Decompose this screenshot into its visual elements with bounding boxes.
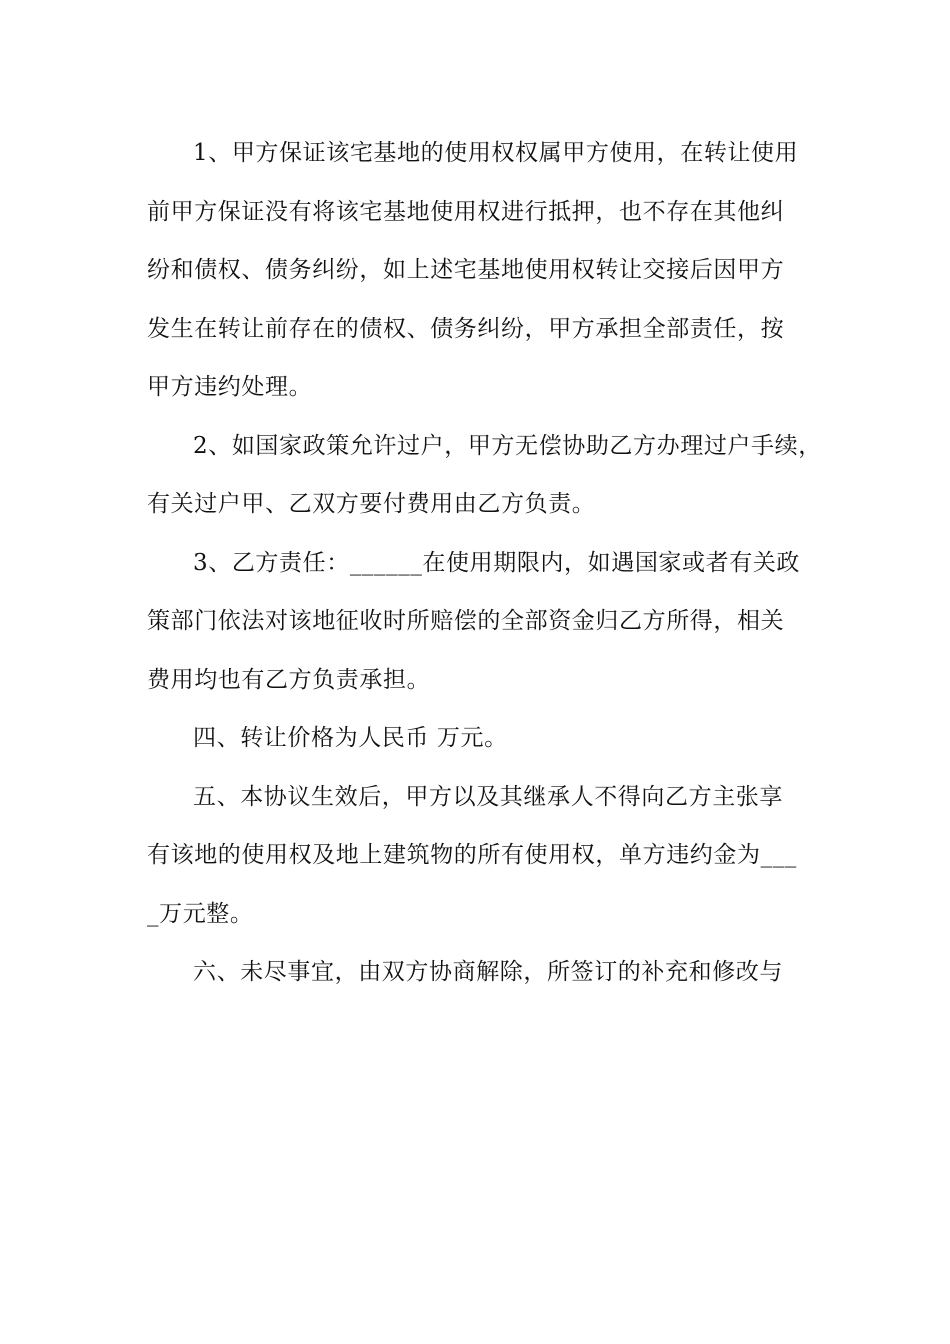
section-five xyxy=(147,768,817,944)
clause-1 xyxy=(147,124,817,417)
text-line: 纷和债权、债务纠纷，如上述宅基地使用权转让交接后因甲方 xyxy=(147,257,785,283)
section-six xyxy=(147,943,817,1002)
text-line: 四、转让价格为人民币 万元。 xyxy=(193,725,508,751)
text-line: 费用均也有乙方负责承担。 xyxy=(147,666,431,693)
text-line: 3、乙方责任：______在使用期限内，如遇国家或者有关政 xyxy=(193,549,801,576)
text-line: 六、未尽事宜，由双方协商解除，所签订的补充和修改与 xyxy=(193,959,783,985)
clause-2 xyxy=(147,417,822,534)
text-line: 甲方违约处理。 xyxy=(147,374,313,400)
text-line: 2、如国家政策允许过户，甲方无偿协助乙方办理过户手续， xyxy=(193,432,822,459)
text-line: 五、本协议生效后，甲方以及其继承人不得向乙方主张享 xyxy=(193,783,783,810)
clause-3 xyxy=(147,534,817,710)
text-line: 策部门依法对该地征收时所赔偿的全部资金归乙方所得，相关 xyxy=(147,608,785,634)
document-body xyxy=(147,124,822,1002)
text-line: 有该地的使用权及地上建筑物的所有使用权，单方违约金为___ xyxy=(147,842,797,868)
text-line: 1、甲方保证该宅基地的使用权权属甲方使用，在转让使用 xyxy=(193,140,799,166)
text-line: _万元整。 xyxy=(147,900,254,927)
text-line: 有关过户甲、乙双方要付费用由乙方负责。 xyxy=(147,491,596,517)
section-four xyxy=(147,709,817,768)
text-line: 前甲方保证没有将该宅基地使用权进行抵押，也不存在其他纠 xyxy=(147,198,785,225)
text-line: 发生在转让前存在的债权、债务纠纷，甲方承担全部责任，按 xyxy=(147,315,785,342)
